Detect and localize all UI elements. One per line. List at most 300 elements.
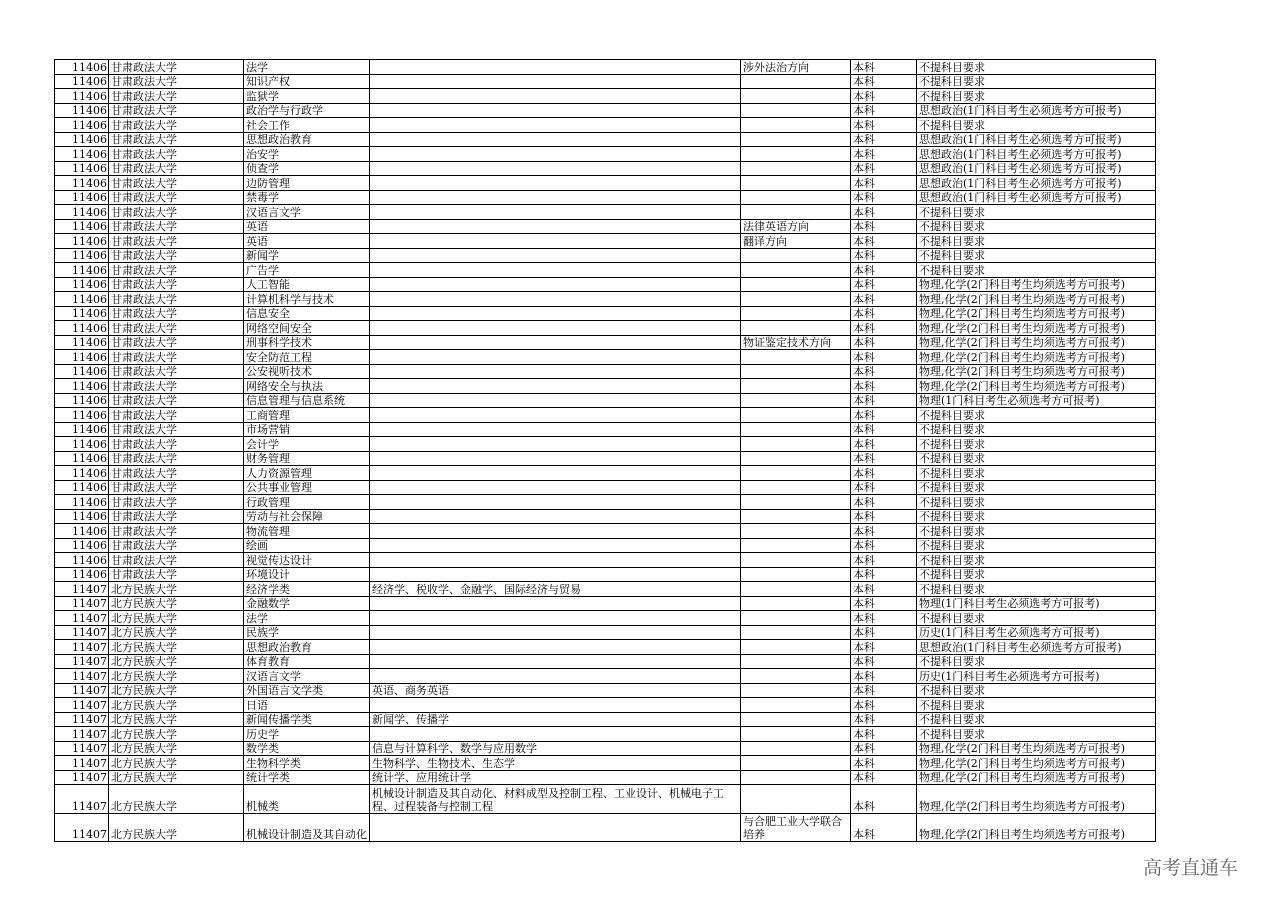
cell-subject-requirement: 物理,化学(2门科目考生均须选考方可报考)	[917, 306, 1156, 321]
cell-major: 知识产权	[244, 74, 370, 89]
cell-included-majors	[370, 60, 741, 75]
table-row	[55, 379, 1156, 394]
cell-direction	[741, 147, 851, 162]
cell-subject-requirement: 不提科目要求	[917, 582, 1156, 597]
cell-school-name: 甘肃政法大学	[109, 234, 244, 249]
cell-school-code: 11406	[55, 408, 109, 423]
cell-major: 思想政治教育	[244, 132, 370, 147]
cell-included-majors	[370, 524, 741, 539]
cell-direction	[741, 756, 851, 771]
cell-included-majors	[370, 103, 741, 118]
cell-included-majors	[370, 263, 741, 278]
cell-major: 侦查学	[244, 161, 370, 176]
cell-level: 本科	[851, 422, 917, 437]
cell-level: 本科	[851, 335, 917, 350]
table-row	[55, 625, 1156, 640]
cell-level: 本科	[851, 103, 917, 118]
cell-level: 本科	[851, 350, 917, 365]
cell-school-name: 甘肃政法大学	[109, 408, 244, 423]
table-row	[55, 161, 1156, 176]
table-row	[55, 654, 1156, 669]
cell-level: 本科	[851, 538, 917, 553]
cell-direction	[741, 74, 851, 89]
cell-major: 机械类	[244, 785, 370, 814]
cell-subject-requirement: 思想政治(1门科目考生必须选考方可报考)	[917, 103, 1156, 118]
cell-included-majors	[370, 306, 741, 321]
cell-included-majors	[370, 248, 741, 263]
cell-direction	[741, 292, 851, 307]
cell-school-code: 11407	[55, 611, 109, 626]
cell-school-name: 甘肃政法大学	[109, 118, 244, 133]
cell-major: 刑事科学技术	[244, 335, 370, 350]
table-row	[55, 408, 1156, 423]
cell-major: 生物科学类	[244, 756, 370, 771]
cell-level: 本科	[851, 60, 917, 75]
table-row	[55, 770, 1156, 785]
cell-major: 行政管理	[244, 495, 370, 510]
cell-school-name: 甘肃政法大学	[109, 379, 244, 394]
cell-level: 本科	[851, 480, 917, 495]
cell-level: 本科	[851, 567, 917, 582]
cell-school-name: 甘肃政法大学	[109, 263, 244, 278]
cell-included-majors	[370, 321, 741, 336]
cell-direction	[741, 770, 851, 785]
cell-school-code: 11407	[55, 741, 109, 756]
cell-level: 本科	[851, 132, 917, 147]
cell-included-majors	[370, 640, 741, 655]
cell-included-majors	[370, 596, 741, 611]
cell-school-name: 甘肃政法大学	[109, 103, 244, 118]
cell-school-code: 11406	[55, 364, 109, 379]
table-row	[55, 567, 1156, 582]
cell-major: 政治学与行政学	[244, 103, 370, 118]
cell-included-majors	[370, 727, 741, 742]
cell-level: 本科	[851, 582, 917, 597]
cell-subject-requirement: 物理,化学(2门科目考生均须选考方可报考)	[917, 785, 1156, 814]
cell-school-name: 甘肃政法大学	[109, 451, 244, 466]
cell-major: 社会工作	[244, 118, 370, 133]
cell-direction	[741, 741, 851, 756]
cell-major: 法学	[244, 60, 370, 75]
cell-major: 监狱学	[244, 89, 370, 104]
cell-level: 本科	[851, 161, 917, 176]
cell-direction	[741, 190, 851, 205]
cell-included-majors	[370, 567, 741, 582]
cell-major: 经济学类	[244, 582, 370, 597]
cell-school-code: 11406	[55, 335, 109, 350]
table-row	[55, 263, 1156, 278]
cell-major: 体育教育	[244, 654, 370, 669]
cell-included-majors	[370, 553, 741, 568]
cell-direction	[741, 480, 851, 495]
cell-major: 新闻学	[244, 248, 370, 263]
cell-subject-requirement: 不提科目要求	[917, 654, 1156, 669]
cell-subject-requirement: 物理,化学(2门科目考生均须选考方可报考)	[917, 335, 1156, 350]
cell-major: 劳动与社会保障	[244, 509, 370, 524]
cell-school-code: 11406	[55, 219, 109, 234]
cell-level: 本科	[851, 466, 917, 481]
cell-school-name: 甘肃政法大学	[109, 306, 244, 321]
cell-included-majors	[370, 611, 741, 626]
cell-major: 信息安全	[244, 306, 370, 321]
cell-major: 安全防范工程	[244, 350, 370, 365]
cell-direction	[741, 321, 851, 336]
cell-school-name: 甘肃政法大学	[109, 466, 244, 481]
cell-subject-requirement: 思想政治(1门科目考生必须选考方可报考)	[917, 147, 1156, 162]
cell-subject-requirement: 物理,化学(2门科目考生均须选考方可报考)	[917, 364, 1156, 379]
cell-major: 环境设计	[244, 567, 370, 582]
cell-included-majors	[370, 161, 741, 176]
cell-school-code: 11407	[55, 625, 109, 640]
cell-subject-requirement: 思想政治(1门科目考生必须选考方可报考)	[917, 132, 1156, 147]
cell-major: 历史学	[244, 727, 370, 742]
cell-direction	[741, 422, 851, 437]
cell-school-code: 11406	[55, 147, 109, 162]
cell-school-name: 甘肃政法大学	[109, 495, 244, 510]
table-row	[55, 466, 1156, 481]
cell-major: 公安视听技术	[244, 364, 370, 379]
cell-included-majors	[370, 437, 741, 452]
cell-major: 网络安全与执法	[244, 379, 370, 394]
cell-school-code: 11406	[55, 422, 109, 437]
cell-subject-requirement: 不提科目要求	[917, 698, 1156, 713]
cell-school-code: 11407	[55, 669, 109, 684]
cell-included-majors	[370, 74, 741, 89]
watermark-text: 高考直通车	[1143, 857, 1239, 879]
cell-included-majors	[370, 219, 741, 234]
cell-school-code: 11406	[55, 103, 109, 118]
cell-school-code: 11406	[55, 567, 109, 582]
cell-direction	[741, 553, 851, 568]
cell-included-majors: 机械设计制造及其自动化、材料成型及控制工程、工业设计、机械电子工程、过程装备与控制工程	[370, 785, 741, 814]
cell-included-majors: 生物科学、生物技术、生态学	[370, 756, 741, 771]
cell-subject-requirement: 不提科目要求	[917, 205, 1156, 220]
table-row	[55, 147, 1156, 162]
cell-major: 日语	[244, 698, 370, 713]
cell-included-majors	[370, 335, 741, 350]
cell-major: 市场营销	[244, 422, 370, 437]
cell-subject-requirement: 物理,化学(2门科目考生均须选考方可报考)	[917, 350, 1156, 365]
cell-direction	[741, 306, 851, 321]
cell-school-name: 甘肃政法大学	[109, 538, 244, 553]
table-row	[55, 335, 1156, 350]
table-row	[55, 422, 1156, 437]
cell-included-majors: 新闻学、传播学	[370, 712, 741, 727]
cell-direction	[741, 669, 851, 684]
cell-school-name: 甘肃政法大学	[109, 176, 244, 191]
table-row	[55, 321, 1156, 336]
cell-subject-requirement: 不提科目要求	[917, 567, 1156, 582]
cell-school-code: 11406	[55, 306, 109, 321]
cell-school-code: 11406	[55, 277, 109, 292]
cell-major: 汉语言文学	[244, 205, 370, 220]
cell-direction	[741, 524, 851, 539]
table-row	[55, 451, 1156, 466]
cell-school-name: 北方民族大学	[109, 611, 244, 626]
cell-level: 本科	[851, 176, 917, 191]
cell-subject-requirement: 思想政治(1门科目考生必须选考方可报考)	[917, 640, 1156, 655]
cell-school-name: 甘肃政法大学	[109, 190, 244, 205]
cell-included-majors	[370, 495, 741, 510]
table-row	[55, 176, 1156, 191]
cell-direction	[741, 379, 851, 394]
table-row	[55, 132, 1156, 147]
cell-level: 本科	[851, 219, 917, 234]
cell-major: 工商管理	[244, 408, 370, 423]
cell-level: 本科	[851, 727, 917, 742]
cell-included-majors	[370, 654, 741, 669]
cell-direction	[741, 712, 851, 727]
cell-school-name: 甘肃政法大学	[109, 335, 244, 350]
cell-major: 财务管理	[244, 451, 370, 466]
cell-level: 本科	[851, 277, 917, 292]
cell-level: 本科	[851, 89, 917, 104]
table-row	[55, 611, 1156, 626]
cell-included-majors	[370, 292, 741, 307]
cell-school-code: 11407	[55, 785, 109, 814]
table-row	[55, 538, 1156, 553]
cell-level: 本科	[851, 756, 917, 771]
cell-school-name: 北方民族大学	[109, 698, 244, 713]
cell-major: 英语	[244, 234, 370, 249]
cell-subject-requirement: 物理(1门科目考生必须选考方可报考)	[917, 393, 1156, 408]
cell-school-code: 11407	[55, 582, 109, 597]
cell-level: 本科	[851, 741, 917, 756]
cell-major: 网络空间安全	[244, 321, 370, 336]
cell-major: 计算机科学与技术	[244, 292, 370, 307]
cell-direction	[741, 132, 851, 147]
cell-subject-requirement: 不提科目要求	[917, 683, 1156, 698]
cell-included-majors	[370, 205, 741, 220]
table-row	[55, 277, 1156, 292]
cell-direction: 涉外法治方向	[741, 60, 851, 75]
cell-direction	[741, 582, 851, 597]
cell-major: 金融数学	[244, 596, 370, 611]
cell-major: 汉语言文学	[244, 669, 370, 684]
cell-subject-requirement: 不提科目要求	[917, 553, 1156, 568]
table-row	[55, 582, 1156, 597]
cell-level: 本科	[851, 770, 917, 785]
cell-level: 本科	[851, 306, 917, 321]
table-row	[55, 756, 1156, 771]
cell-school-name: 甘肃政法大学	[109, 524, 244, 539]
cell-direction	[741, 698, 851, 713]
cell-school-name: 甘肃政法大学	[109, 74, 244, 89]
cell-subject-requirement: 思想政治(1门科目考生必须选考方可报考)	[917, 190, 1156, 205]
cell-school-code: 11406	[55, 74, 109, 89]
table-row	[55, 306, 1156, 321]
cell-major: 信息管理与信息系统	[244, 393, 370, 408]
cell-major: 广告学	[244, 263, 370, 278]
table-row	[55, 640, 1156, 655]
cell-school-code: 11407	[55, 640, 109, 655]
cell-major: 绘画	[244, 538, 370, 553]
cell-subject-requirement: 思想政治(1门科目考生必须选考方可报考)	[917, 176, 1156, 191]
cell-school-code: 11406	[55, 451, 109, 466]
cell-subject-requirement: 物理,化学(2门科目考生均须选考方可报考)	[917, 321, 1156, 336]
cell-school-name: 甘肃政法大学	[109, 480, 244, 495]
table-row	[55, 712, 1156, 727]
cell-subject-requirement: 物理(1门科目考生必须选考方可报考)	[917, 596, 1156, 611]
cell-subject-requirement: 物理,化学(2门科目考生均须选考方可报考)	[917, 770, 1156, 785]
cell-school-name: 北方民族大学	[109, 582, 244, 597]
cell-school-code: 11406	[55, 161, 109, 176]
cell-direction	[741, 263, 851, 278]
cell-major: 视觉传达设计	[244, 553, 370, 568]
cell-subject-requirement: 物理,化学(2门科目考生均须选考方可报考)	[917, 741, 1156, 756]
table-row	[55, 364, 1156, 379]
cell-level: 本科	[851, 683, 917, 698]
cell-school-code: 11407	[55, 596, 109, 611]
cell-direction: 与合肥工业大学联合培养	[741, 813, 851, 842]
cell-level: 本科	[851, 408, 917, 423]
cell-school-code: 11407	[55, 770, 109, 785]
cell-school-name: 甘肃政法大学	[109, 277, 244, 292]
cell-direction: 翻译方向	[741, 234, 851, 249]
cell-school-code: 11406	[55, 190, 109, 205]
cell-subject-requirement: 不提科目要求	[917, 60, 1156, 75]
cell-school-code: 11406	[55, 524, 109, 539]
cell-major: 英语	[244, 219, 370, 234]
cell-included-majors	[370, 379, 741, 394]
cell-school-name: 北方民族大学	[109, 669, 244, 684]
cell-direction	[741, 408, 851, 423]
cell-subject-requirement: 不提科目要求	[917, 509, 1156, 524]
cell-school-name: 北方民族大学	[109, 625, 244, 640]
cell-school-code: 11406	[55, 234, 109, 249]
cell-direction	[741, 89, 851, 104]
cell-direction: 法律英语方向	[741, 219, 851, 234]
cell-level: 本科	[851, 509, 917, 524]
cell-school-name: 甘肃政法大学	[109, 350, 244, 365]
cell-level: 本科	[851, 393, 917, 408]
cell-direction: 物证鉴定技术方向	[741, 335, 851, 350]
cell-level: 本科	[851, 190, 917, 205]
cell-direction	[741, 248, 851, 263]
cell-school-name: 甘肃政法大学	[109, 437, 244, 452]
cell-level: 本科	[851, 118, 917, 133]
cell-level: 本科	[851, 437, 917, 452]
cell-school-name: 甘肃政法大学	[109, 292, 244, 307]
cell-direction	[741, 654, 851, 669]
table-row	[55, 205, 1156, 220]
cell-direction	[741, 625, 851, 640]
cell-included-majors: 经济学、税收学、金融学、国际经济与贸易	[370, 582, 741, 597]
cell-subject-requirement: 历史(1门科目考生必须选考方可报考)	[917, 625, 1156, 640]
cell-direction	[741, 683, 851, 698]
cell-school-name: 甘肃政法大学	[109, 422, 244, 437]
cell-school-name: 甘肃政法大学	[109, 567, 244, 582]
table-row	[55, 785, 1156, 814]
cell-level: 本科	[851, 292, 917, 307]
cell-direction	[741, 451, 851, 466]
table-row	[55, 813, 1156, 842]
cell-school-name: 甘肃政法大学	[109, 89, 244, 104]
cell-subject-requirement: 不提科目要求	[917, 495, 1156, 510]
cell-school-code: 11406	[55, 437, 109, 452]
cell-level: 本科	[851, 553, 917, 568]
cell-level: 本科	[851, 669, 917, 684]
cell-included-majors	[370, 698, 741, 713]
table-row	[55, 698, 1156, 713]
cell-direction	[741, 567, 851, 582]
cell-school-code: 11406	[55, 60, 109, 75]
cell-included-majors	[370, 669, 741, 684]
cell-included-majors	[370, 190, 741, 205]
cell-school-code: 11407	[55, 654, 109, 669]
table-row	[55, 495, 1156, 510]
table-row	[55, 524, 1156, 539]
cell-major: 治安学	[244, 147, 370, 162]
cell-major: 新闻传播学类	[244, 712, 370, 727]
cell-subject-requirement: 不提科目要求	[917, 538, 1156, 553]
cell-major: 数学类	[244, 741, 370, 756]
cell-major: 统计学类	[244, 770, 370, 785]
cell-subject-requirement: 不提科目要求	[917, 263, 1156, 278]
cell-school-code: 11407	[55, 683, 109, 698]
cell-school-code: 11406	[55, 553, 109, 568]
cell-major: 法学	[244, 611, 370, 626]
cell-direction	[741, 611, 851, 626]
admission-requirements-table	[54, 59, 1156, 842]
cell-school-name: 甘肃政法大学	[109, 364, 244, 379]
cell-direction	[741, 538, 851, 553]
cell-school-name: 甘肃政法大学	[109, 248, 244, 263]
cell-school-code: 11406	[55, 495, 109, 510]
cell-school-name: 甘肃政法大学	[109, 553, 244, 568]
table-row	[55, 292, 1156, 307]
cell-major: 机械设计制造及其自动化	[244, 813, 370, 842]
cell-subject-requirement: 不提科目要求	[917, 408, 1156, 423]
cell-direction	[741, 640, 851, 655]
cell-included-majors	[370, 350, 741, 365]
cell-major: 人工智能	[244, 277, 370, 292]
cell-subject-requirement: 不提科目要求	[917, 74, 1156, 89]
cell-level: 本科	[851, 625, 917, 640]
cell-school-name: 甘肃政法大学	[109, 393, 244, 408]
cell-school-code: 11406	[55, 466, 109, 481]
cell-included-majors	[370, 466, 741, 481]
cell-included-majors	[370, 538, 741, 553]
cell-school-code: 11406	[55, 248, 109, 263]
cell-school-code: 11406	[55, 350, 109, 365]
cell-school-code: 11406	[55, 480, 109, 495]
cell-included-majors	[370, 509, 741, 524]
cell-school-name: 北方民族大学	[109, 741, 244, 756]
cell-included-majors: 信息与计算科学、数学与应用数学	[370, 741, 741, 756]
cell-included-majors	[370, 147, 741, 162]
cell-major: 人力资源管理	[244, 466, 370, 481]
cell-direction	[741, 176, 851, 191]
cell-school-code: 11406	[55, 118, 109, 133]
table-body	[55, 60, 1156, 842]
table-row	[55, 89, 1156, 104]
cell-subject-requirement: 不提科目要求	[917, 712, 1156, 727]
cell-major: 物流管理	[244, 524, 370, 539]
cell-level: 本科	[851, 364, 917, 379]
cell-school-name: 甘肃政法大学	[109, 509, 244, 524]
cell-subject-requirement: 物理,化学(2门科目考生均须选考方可报考)	[917, 277, 1156, 292]
table-row	[55, 190, 1156, 205]
cell-subject-requirement: 不提科目要求	[917, 219, 1156, 234]
cell-included-majors	[370, 132, 741, 147]
table-row	[55, 118, 1156, 133]
cell-major: 外国语言文学类	[244, 683, 370, 698]
cell-major: 会计学	[244, 437, 370, 452]
cell-school-name: 甘肃政法大学	[109, 132, 244, 147]
table-row	[55, 234, 1156, 249]
cell-school-name: 北方民族大学	[109, 727, 244, 742]
